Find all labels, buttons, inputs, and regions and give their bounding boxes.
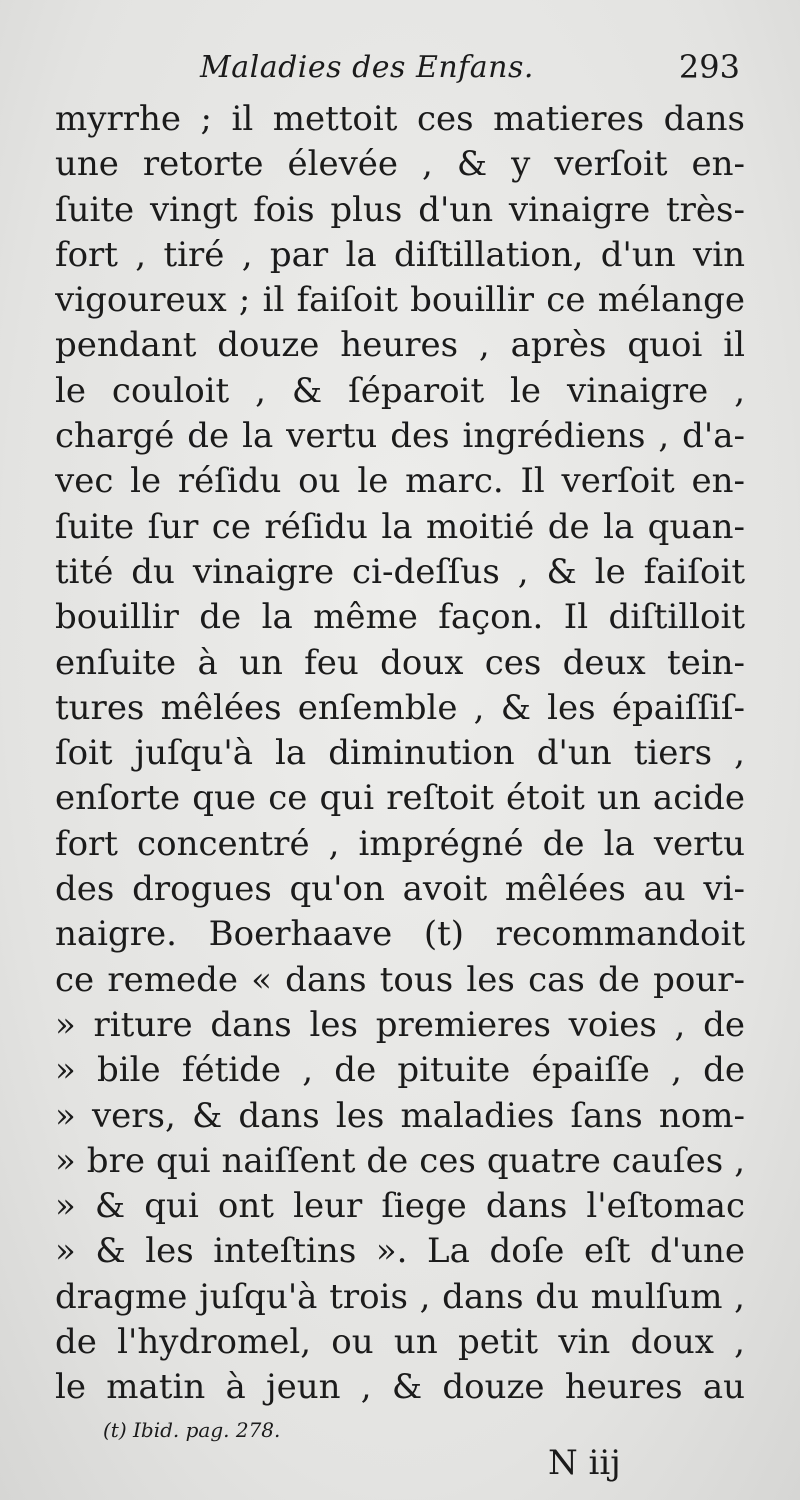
signature-mark: N iij bbox=[548, 1443, 621, 1483]
text-line: » & les inteſtins ». La doſe eſt d'une bbox=[55, 1231, 745, 1272]
page-number: 293 bbox=[678, 48, 740, 86]
text-line: vigoureux ; il faiſoit bouillir ce mélange bbox=[55, 280, 745, 321]
text-line: » riture dans les premieres voies , de bbox=[55, 1004, 745, 1045]
text-line: tures mêlées enſemble , & les épaiſſiſ- bbox=[55, 687, 745, 728]
text-line: » vers, & dans les maladies ſans nom- bbox=[55, 1095, 745, 1136]
text-line: ſuite ſur ce réſidu la moitié de la quan- bbox=[55, 506, 745, 547]
text-line: tité du vinaigre ci-deſſus , & le faiſoit bbox=[55, 551, 745, 592]
text-line: le matin à jeun , & douze heures au bbox=[55, 1367, 745, 1408]
text-line: naigre. Boerhaave (t) recommandoit bbox=[55, 914, 745, 955]
body-text bbox=[55, 97, 745, 1411]
text-line: chargé de la vertu des ingrédiens , d'a- bbox=[55, 416, 745, 457]
text-line: pendant douze heures , après quoi il bbox=[55, 325, 745, 366]
text-line: ce remede « dans tous les cas de pour- bbox=[55, 959, 745, 1000]
text-line: des drogues qu'on avoit mêlées au vi- bbox=[55, 869, 745, 910]
text-line: enſuite à un feu doux ces deux tein- bbox=[55, 642, 745, 683]
text-line: fort concentré , imprégné de la vertu bbox=[55, 823, 745, 864]
text-line: bouillir de la même façon. Il diſtilloit bbox=[55, 597, 745, 638]
text-line: vec le réſidu ou le marc. Il verſoit en- bbox=[55, 461, 745, 502]
text-line: fort , tiré , par la diſtillation, d'un vin bbox=[55, 234, 745, 275]
text-line: enſorte que ce qui reſtoit étoit un acide bbox=[55, 778, 745, 819]
text-line: ſoit juſqu'à la diminution d'un tiers , bbox=[55, 733, 745, 774]
text-line: de l'hydromel, ou un petit vin doux , bbox=[55, 1322, 745, 1363]
text-line: myrrhe ; il mettoit ces matieres dans bbox=[55, 99, 745, 139]
footnote: (t) Ibid. pag. 278. bbox=[103, 1418, 281, 1442]
text-line: » bile fétide , de pituite épaiſſe , de bbox=[55, 1050, 745, 1091]
text-line: dragme juſqu'à trois , dans du mulſum , bbox=[55, 1276, 745, 1317]
text-line: une retorte élevée , & y verſoit en- bbox=[55, 144, 745, 185]
text-line: ſuite vingt fois plus d'un vinaigre très- bbox=[55, 189, 745, 230]
text-line: » & qui ont leur ſiege dans l'eſtomac bbox=[55, 1186, 745, 1227]
text-line: le couloit , & ſéparoit le vinaigre , bbox=[55, 370, 745, 411]
text-line: » bre qui naiſſent de ces quatre cauſes , bbox=[55, 1140, 745, 1181]
running-head-title: Maladies des Enfans. bbox=[200, 49, 534, 85]
running-head bbox=[200, 42, 740, 92]
